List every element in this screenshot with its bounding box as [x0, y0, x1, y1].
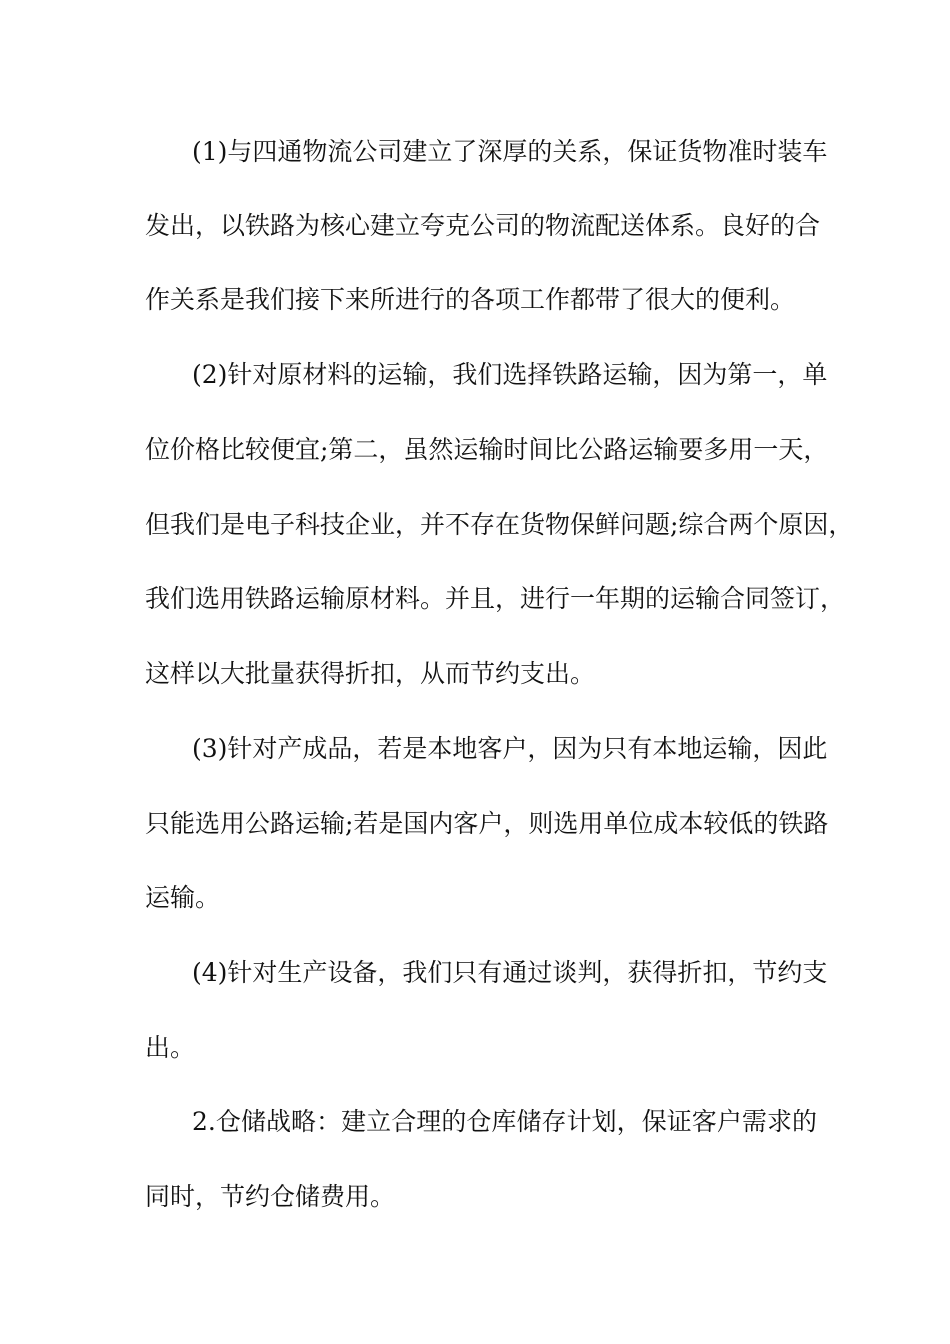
- paragraph-1-line-1: (1)与四通物流公司建立了深厚的关系，保证货物准时装车: [192, 137, 828, 166]
- paragraph-1-line-3: 作关系是我们接下来所进行的各项工作都带了很大的便利。: [145, 285, 796, 314]
- paragraph-4-line-1: (4)针对生产设备，我们只有通过谈判，获得折扣，节约支: [192, 958, 828, 987]
- paragraph-2-line-3: 但我们是电子科技企业，并不存在货物保鲜问题;综合两个原因，: [145, 510, 854, 539]
- paragraph-2-line-4: 我们选用铁路运输原材料。并且，进行一年期的运输合同签订，: [145, 584, 846, 613]
- paragraph-2-line-5: 这样以大批量获得折扣，从而节约支出。: [145, 659, 596, 688]
- paragraph-4-line-2: 出。: [145, 1033, 196, 1062]
- paragraph-1-line-2: 发出，以铁路为核心建立夸克公司的物流配送体系。良好的合: [145, 211, 821, 240]
- paragraph-3-line-3: 运输。: [145, 883, 221, 912]
- paragraph-5-line-1: 2.仓储战略：建立合理的仓库储存计划，保证客户需求的: [192, 1107, 817, 1136]
- paragraph-3-line-2: 只能选用公路运输;若是国内客户，则选用单位成本较低的铁路: [145, 809, 829, 838]
- paragraph-5-line-2: 同时，节约仓储费用。: [145, 1182, 396, 1211]
- paragraph-3-line-1: (3)针对产成品，若是本地客户，因为只有本地运输，因此: [192, 734, 828, 763]
- paragraph-2-line-2: 位价格比较便宜;第二，虽然运输时间比公路运输要多用一天，: [145, 435, 829, 464]
- paragraph-2-line-1: (2)针对原材料的运输，我们选择铁路运输，因为第一，单: [192, 360, 828, 389]
